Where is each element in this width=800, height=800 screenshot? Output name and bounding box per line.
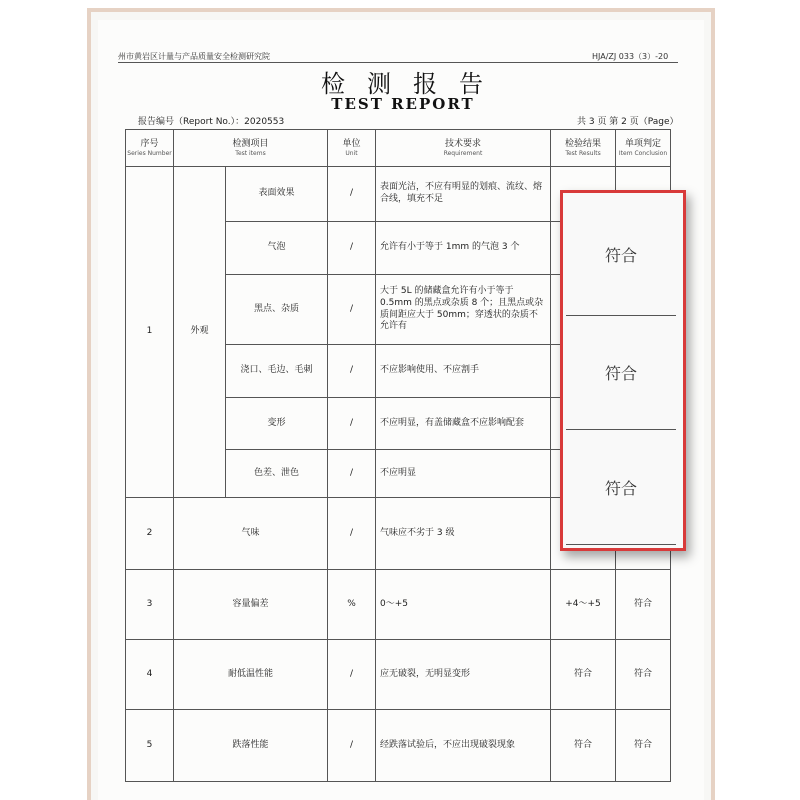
row-requirement: 大于 5L 的储藏盒允许有小于等于 0.5mm 的黑点或杂质 8 个；且黑点或杂质间距应大于 50mm；穿透状的杂质不允许有 <box>376 275 551 345</box>
table-row <box>126 570 671 640</box>
row-item: 气味 <box>174 498 328 570</box>
row-unit: / <box>328 222 376 275</box>
overlay-result-1: 符合 <box>566 193 676 316</box>
row-item: 气泡 <box>226 222 328 275</box>
row-unit: % <box>328 570 376 640</box>
row-serial: 4 <box>126 640 174 710</box>
col-requirement: 技术要求 Requirement <box>376 130 551 167</box>
row-requirement: 表面光洁，不应有明显的划痕、流纹、熔合线，填充不足 <box>376 167 551 222</box>
row-item: 跌落性能 <box>174 710 328 782</box>
row-result: 符合 <box>551 710 616 782</box>
row-result: +4～+5 <box>551 570 616 640</box>
row-unit: / <box>328 710 376 782</box>
row-requirement: 允许有小于等于 1mm 的气泡 3 个 <box>376 222 551 275</box>
row-item: 变形 <box>226 398 328 450</box>
row-requirement: 不应明显 <box>376 450 551 498</box>
header-rule <box>118 62 678 63</box>
overlay-result-2: 符合 <box>566 316 676 430</box>
row-unit: / <box>328 167 376 222</box>
row-unit: / <box>328 450 376 498</box>
row-serial: 2 <box>126 498 174 570</box>
row-conclusion: 符合 <box>616 710 671 782</box>
row-serial: 5 <box>126 710 174 782</box>
report-title-en: TEST REPORT <box>331 95 475 113</box>
highlighted-results-box <box>560 190 686 551</box>
row-conclusion: 符合 <box>616 640 671 710</box>
row-result: 符合 <box>551 640 616 710</box>
row-item: 浇口、毛边、毛刺 <box>226 345 328 398</box>
row-requirement: 经跌落试验后，不应出现破裂现象 <box>376 710 551 782</box>
row-item: 色差、泄色 <box>226 450 328 498</box>
row-unit: / <box>328 640 376 710</box>
overlay-result-3: 符合 <box>566 430 676 545</box>
row-group: 外观 <box>174 167 226 498</box>
row-unit: / <box>328 345 376 398</box>
report-number: 报告编号（Report No.）：2020553 <box>138 117 285 127</box>
col-items: 检测项目 Test items <box>174 130 328 167</box>
col-result: 检验结果 Test Results <box>551 130 616 167</box>
row-requirement: 应无破裂，无明显变形 <box>376 640 551 710</box>
table-row <box>126 640 671 710</box>
row-serial: 3 <box>126 570 174 640</box>
table-header-row <box>126 130 671 167</box>
row-item: 耐低温性能 <box>174 640 328 710</box>
row-requirement: 0～+5 <box>376 570 551 640</box>
document-number: HJA/ZJ 033（3）-20 <box>592 52 669 61</box>
row-item: 黑点、杂质 <box>226 275 328 345</box>
row-requirement: 不应明显，有盖储藏盒不应影响配套 <box>376 398 551 450</box>
institute-name: 州市黄岩区计量与产品质量安全检测研究院 <box>118 52 270 61</box>
row-requirement: 不应影响使用、不应割手 <box>376 345 551 398</box>
row-conclusion: 符合 <box>616 570 671 640</box>
row-unit: / <box>328 275 376 345</box>
page-info: 共 3 页 第 2 页（Page） <box>577 117 679 127</box>
table-row <box>126 710 671 782</box>
row-item: 容量偏差 <box>174 570 328 640</box>
row-item: 表面效果 <box>226 167 328 222</box>
report-title-cn: 检测报告 <box>321 70 505 98</box>
row-unit: / <box>328 498 376 570</box>
row-unit: / <box>328 398 376 450</box>
col-serial: 序号 Series Number <box>126 130 174 167</box>
row-serial: 1 <box>126 167 174 498</box>
col-conclusion: 单项判定 Item Conclusion <box>616 130 671 167</box>
row-requirement: 气味应不劣于 3 级 <box>376 498 551 570</box>
col-unit: 单位 Unit <box>328 130 376 167</box>
